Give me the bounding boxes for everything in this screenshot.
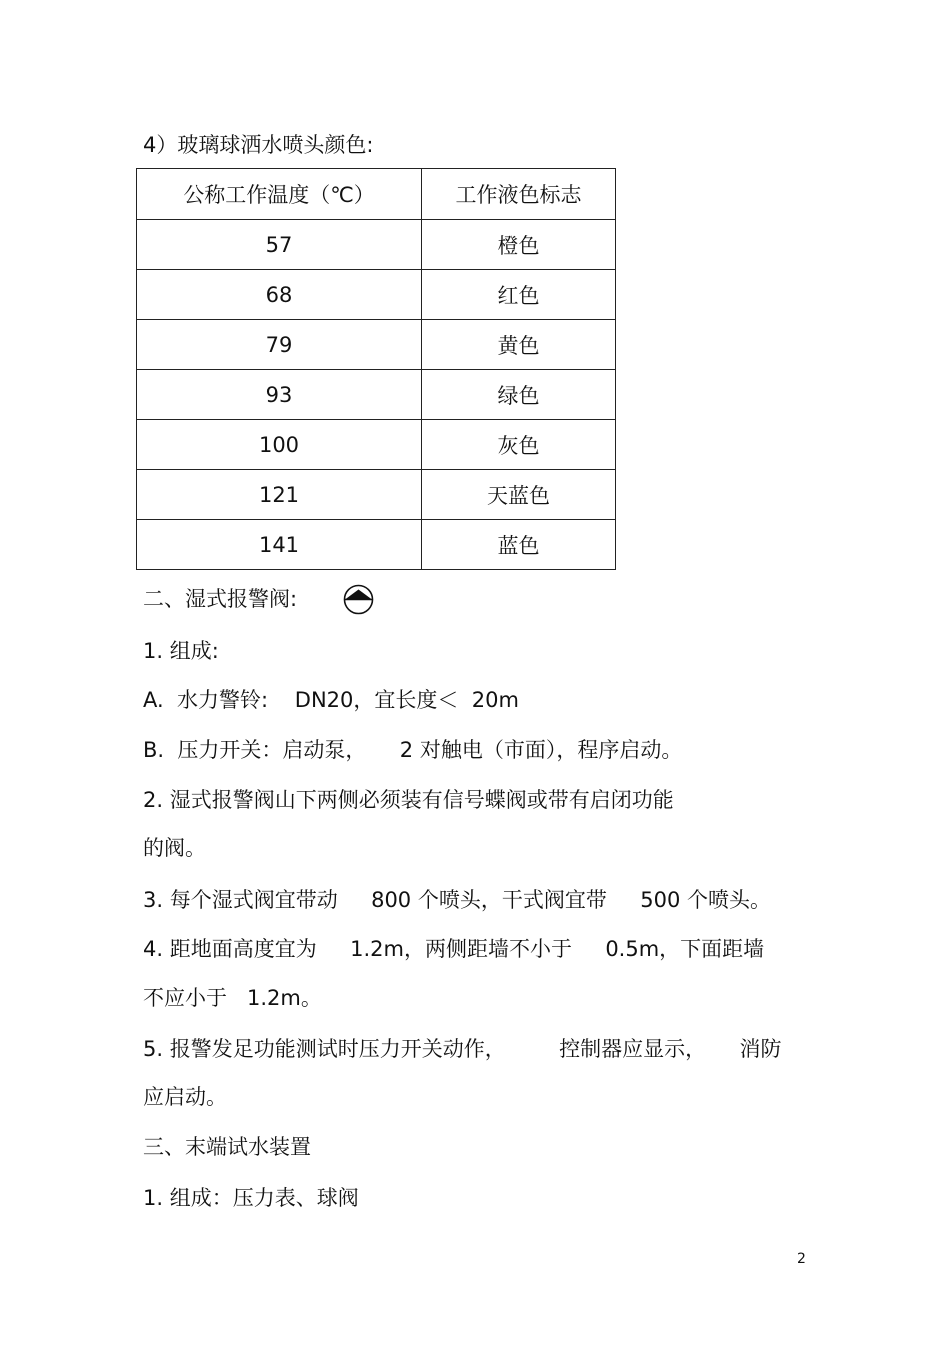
temperature-cell: 100: [137, 420, 422, 470]
paragraph-line: 1. 组成:: [143, 639, 219, 663]
color-cell: 红色: [422, 270, 616, 320]
temperature-cell: 79: [137, 320, 422, 370]
color-cell: 橙色: [422, 220, 616, 270]
paragraph-line: A. 水力警铃: DN20，宜长度＜ 20m: [143, 688, 519, 712]
section-heading: 4）玻璃球洒水喷头颜色:: [143, 133, 374, 157]
paragraph-line: 4. 距地面高度宜为 1.2m，两侧距墙不小于 0.5m，下面距墙: [143, 937, 765, 961]
table-header-row: [137, 169, 616, 220]
table-row: [137, 320, 616, 370]
page-number: 2: [797, 1251, 806, 1267]
temperature-cell: 93: [137, 370, 422, 420]
temperature-cell: 141: [137, 520, 422, 570]
table-row: [137, 470, 616, 520]
paragraph-line: 5. 报警发足功能测试时压力开关动作， 控制器应显示， 消防: [143, 1037, 782, 1061]
paragraph-line: 1. 组成：压力表、球阀: [143, 1186, 359, 1210]
temperature-cell: 68: [137, 270, 422, 320]
temperature-cell: 57: [137, 220, 422, 270]
wet-alarm-heading: 二、湿式报警阀:: [143, 587, 298, 611]
paragraph-line: 3. 每个湿式阀宜带动 800 个喷头，干式阀宜带 500 个喷头。: [143, 888, 771, 912]
paragraph-line: 的阀。: [143, 836, 206, 860]
table-row: [137, 520, 616, 570]
table-row: [137, 420, 616, 470]
color-cell: 蓝色: [422, 520, 616, 570]
color-cell: 黄色: [422, 320, 616, 370]
table-row: [137, 220, 616, 270]
color-cell: 绿色: [422, 370, 616, 420]
wet-alarm-valve-symbol-icon: [343, 584, 374, 615]
color-cell: 灰色: [422, 420, 616, 470]
sprinkler-color-table: [136, 168, 616, 570]
section-heading: 三、末端试水装置: [143, 1135, 311, 1159]
column-header: 公称工作温度（℃）: [137, 169, 422, 220]
paragraph-line: 应启动。: [143, 1085, 227, 1109]
paragraph-line: 2. 湿式报警阀山下两侧必须装有信号蝶阀或带有启闭功能: [143, 788, 674, 812]
temperature-cell: 121: [137, 470, 422, 520]
table-row: [137, 270, 616, 320]
color-cell: 天蓝色: [422, 470, 616, 520]
column-header: 工作液色标志: [422, 169, 616, 220]
table-row: [137, 370, 616, 420]
paragraph-line: B. 压力开关：启动泵， 2 对触电（市面），程序启动。: [143, 738, 683, 762]
paragraph-line: 不应小于 1.2m。: [143, 986, 322, 1010]
